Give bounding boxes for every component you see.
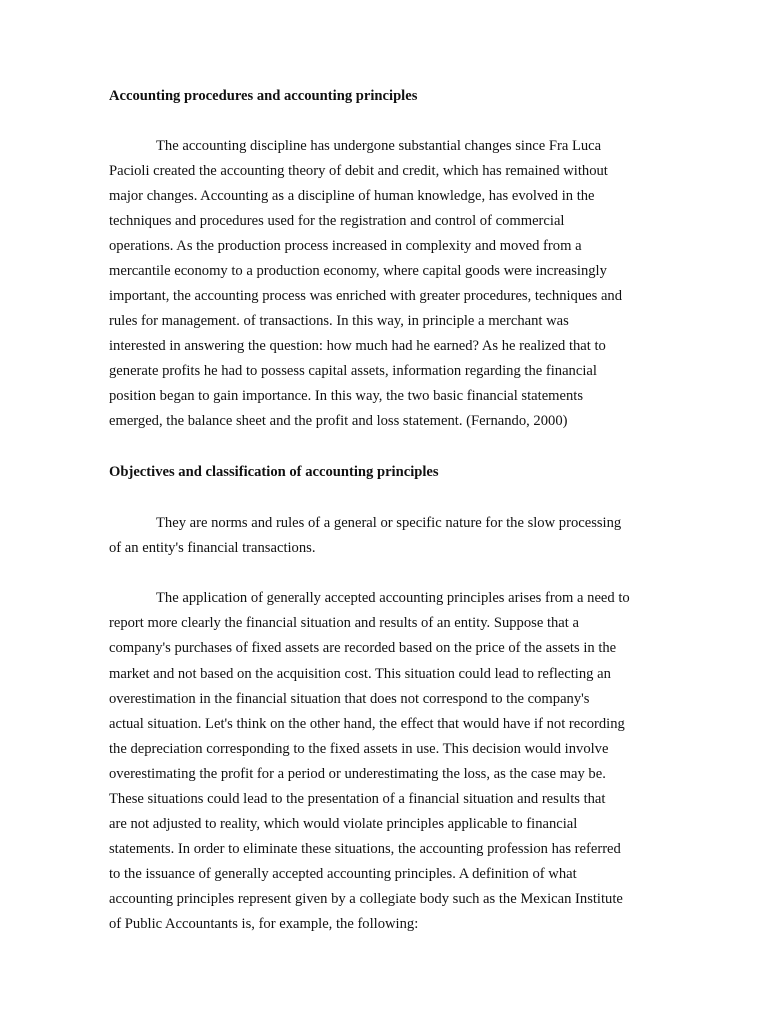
paragraph-line: important, the accounting process was enriched with greater procedures, techniques and xyxy=(109,288,623,304)
paragraph-line: Pacioli created the accounting theory of debit and credit, which has remained without xyxy=(109,163,608,179)
paragraph-line: statements. In order to eliminate these situations, the accounting profession has referred xyxy=(109,841,621,857)
paragraph-line: market and not based on the acquisition cost. This situation could lead to reflecting an xyxy=(109,666,611,682)
section-heading: Accounting procedures and accounting principles xyxy=(109,88,418,104)
paragraph-line: to the issuance of generally accepted accounting principles. A definition of what xyxy=(109,866,577,882)
paragraph-line: rules for management. of transactions. In this way, in principle a merchant was xyxy=(109,313,569,329)
paragraph-line: They are norms and rules of a general or specific nature for the slow processing xyxy=(156,515,622,531)
paragraph-line: The accounting discipline has undergone substantial changes since Fra Luca xyxy=(156,138,602,154)
paragraph-line: report more clearly the financial situation and results of an entity. Suppose that a xyxy=(109,615,579,631)
paragraph-line: major changes. Accounting as a discipline of human knowledge, has evolved in the xyxy=(109,188,595,204)
paragraph-line: generate profits he had to possess capital assets, information regarding the financial xyxy=(109,363,597,379)
paragraph-line: The application of generally accepted accounting principles arises from a need to xyxy=(156,590,630,606)
paragraph-line: actual situation. Let's think on the other hand, the effect that would have if not recording xyxy=(109,716,625,732)
paragraph-line: of an entity's financial transactions. xyxy=(109,540,316,556)
paragraph-line: mercantile economy to a production economy, where capital goods were increasingly xyxy=(109,263,607,279)
paragraph-line: are not adjusted to reality, which would violate principles applicable to financial xyxy=(109,816,578,832)
paragraph-line: These situations could lead to the presentation of a financial situation and results that xyxy=(109,791,606,807)
paragraph-line: accounting principles represent given by a collegiate body such as the Mexican Institute xyxy=(109,891,623,907)
paragraph-line: interested in answering the question: how much had he earned? As he realized that to xyxy=(109,338,606,354)
paragraph-line: overestimating the profit for a period or underestimating the loss, as the case may be. xyxy=(109,766,606,782)
paragraph-line: techniques and procedures used for the registration and control of commercial xyxy=(109,213,565,229)
paragraph-line: company's purchases of fixed assets are recorded based on the price of the assets in the xyxy=(109,640,617,656)
paragraph-line: of Public Accountants is, for example, the following: xyxy=(109,916,419,932)
paragraph-line: position began to gain importance. In this way, the two basic financial statements xyxy=(109,388,584,404)
paragraph-line: operations. As the production process increased in complexity and moved from a xyxy=(109,238,582,254)
paragraph-line: emerged, the balance sheet and the profit and loss statement. (Fernando, 2000) xyxy=(109,413,568,429)
paragraph-line: overestimation in the financial situation that does not correspond to the company's xyxy=(109,691,590,707)
paragraph-line: the depreciation corresponding to the fixed assets in use. This decision would involve xyxy=(109,741,609,757)
section-heading: Objectives and classification of accounting principles xyxy=(109,464,439,480)
